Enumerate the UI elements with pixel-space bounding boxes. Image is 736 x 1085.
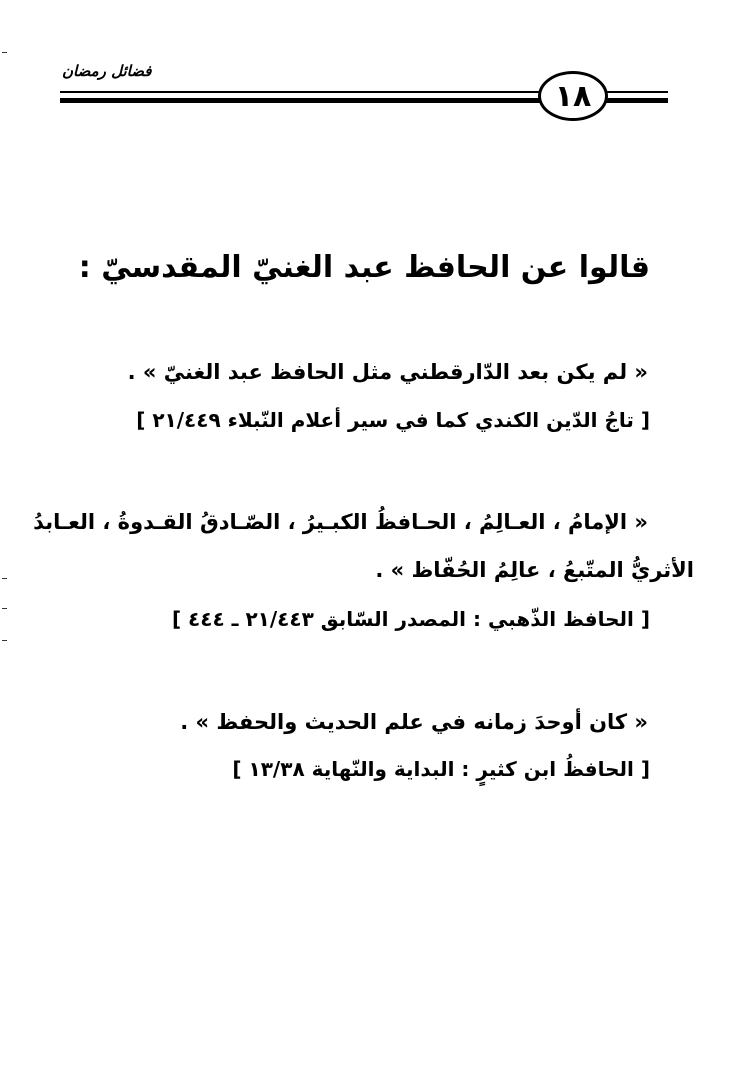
margin-mark [2,640,7,641]
section-heading: قالوا عن الحافظ عبد الغنيّ المقدسيّ : [78,250,650,285]
quote-line: « لم يكن بعد الدّارقطني مثل الحافظ عبد الغنيّ » . [127,360,648,384]
quote-line: « كان أوحدَ زمانه في علم الحديث والحفظ » . [180,710,648,734]
margin-mark [2,578,7,579]
citation: [ تاجُ الدّين الكندي كما في سير أعلام النّبلاء ٢١/٤٤٩ ] [136,408,650,432]
running-title: فضائل رمضان [62,62,152,80]
margin-mark [2,608,7,609]
citation: [ الحافظُ ابن كثيرٍ : البداية والنّهاية ١٣/٣٨ ] [232,757,650,781]
quote-line: الأثريُّ المتّبعُ ، عالِمُ الحُفّاظ » . [375,558,694,582]
page-number: ١٨ [538,71,608,121]
citation: [ الحافظ الذّهبي : المصدر السّابق ٢١/٤٤٣ ـ ٤٤٤ ] [171,607,650,631]
margin-mark [2,52,7,53]
quote-line: « الإمامُ ، العـالِمُ ، الحـافظُ الكبـيرُ ، الصّـادقُ القـدوةُ ، العـابدُ [33,510,648,534]
